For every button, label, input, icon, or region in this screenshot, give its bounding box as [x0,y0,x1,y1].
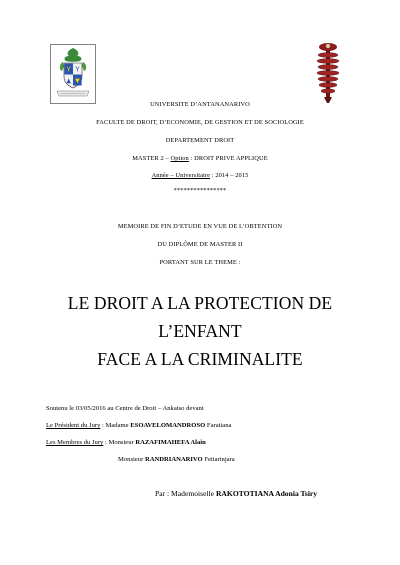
ornamental-emblem-icon [314,42,342,104]
department-name: DEPARTEMENT DROIT [165,137,235,144]
svg-text:Y: Y [75,65,80,74]
university-name: UNIVERSITE D’ANTANANARIVO [150,101,250,108]
members-label: Les Membres du Jury [46,439,104,446]
author-line [155,489,317,498]
president-label: Le Président du Jury [46,422,101,429]
master-prefix: MASTER 2 – [132,155,171,162]
year-label: Année – Universitaire [151,172,211,179]
academic-year-line [0,172,400,179]
faculty-name: FACULTE DE DROIT, D’ECONOMIE, DE GESTION ET DE SOCIOLOGIE [96,119,304,126]
svg-text:Y: Y [66,65,71,74]
member2-first: Fetiarinjara [202,456,235,463]
president-sep: : Madame [100,422,131,429]
thesis-title-line-3: FACE A LA CRIMINALITE [97,349,303,369]
svg-text:▲: ▲ [66,77,72,85]
option-value: : DROIT PRIVE APPLIQUE [188,155,268,162]
author-name: RAKOTOTIANA Adonia Tsiry [215,489,318,498]
stars-separator: **************** [173,187,227,194]
jury-president-line [46,422,231,429]
memoire-line-3: PORTANT SUR LE THEME : [159,259,241,266]
memoire-line-1: MEMOIRE DE FIN D’ETUDE EN VUE DE L’OBTENTION [117,223,283,230]
author-prefix: Par : Mademoiselle [155,489,216,498]
year-value: : 2014 – 2015 [210,172,249,179]
svg-text:▼: ▼ [75,77,80,85]
member1-name: RAZAFIMAHEFA Alain [135,439,206,446]
thesis-title-line-1: LE DROIT A LA PROTECTION DE [67,293,333,313]
president-name: ESOAVELOMANDROSO [130,422,206,429]
president-first: Faratiana [205,422,232,429]
university-crest-icon [50,44,96,104]
member2-prefix: Monsieur [118,456,145,463]
thesis-title-line-2: L’ENFANT [158,321,242,341]
memoire-line-2: DU DIPLÔME DE MASTER II [157,241,243,248]
jury-members-line [46,439,206,446]
option-label: Option [170,155,189,162]
jury-member-2-line [118,456,235,463]
defense-date-line: Soutenu le 03/05/2016 au Centre de Droit – Ankatso devant [46,405,204,412]
master-option-line [0,155,400,162]
members-sep: : Monsieur [103,439,136,446]
member2-name: RANDRIANARIVO [144,456,203,463]
